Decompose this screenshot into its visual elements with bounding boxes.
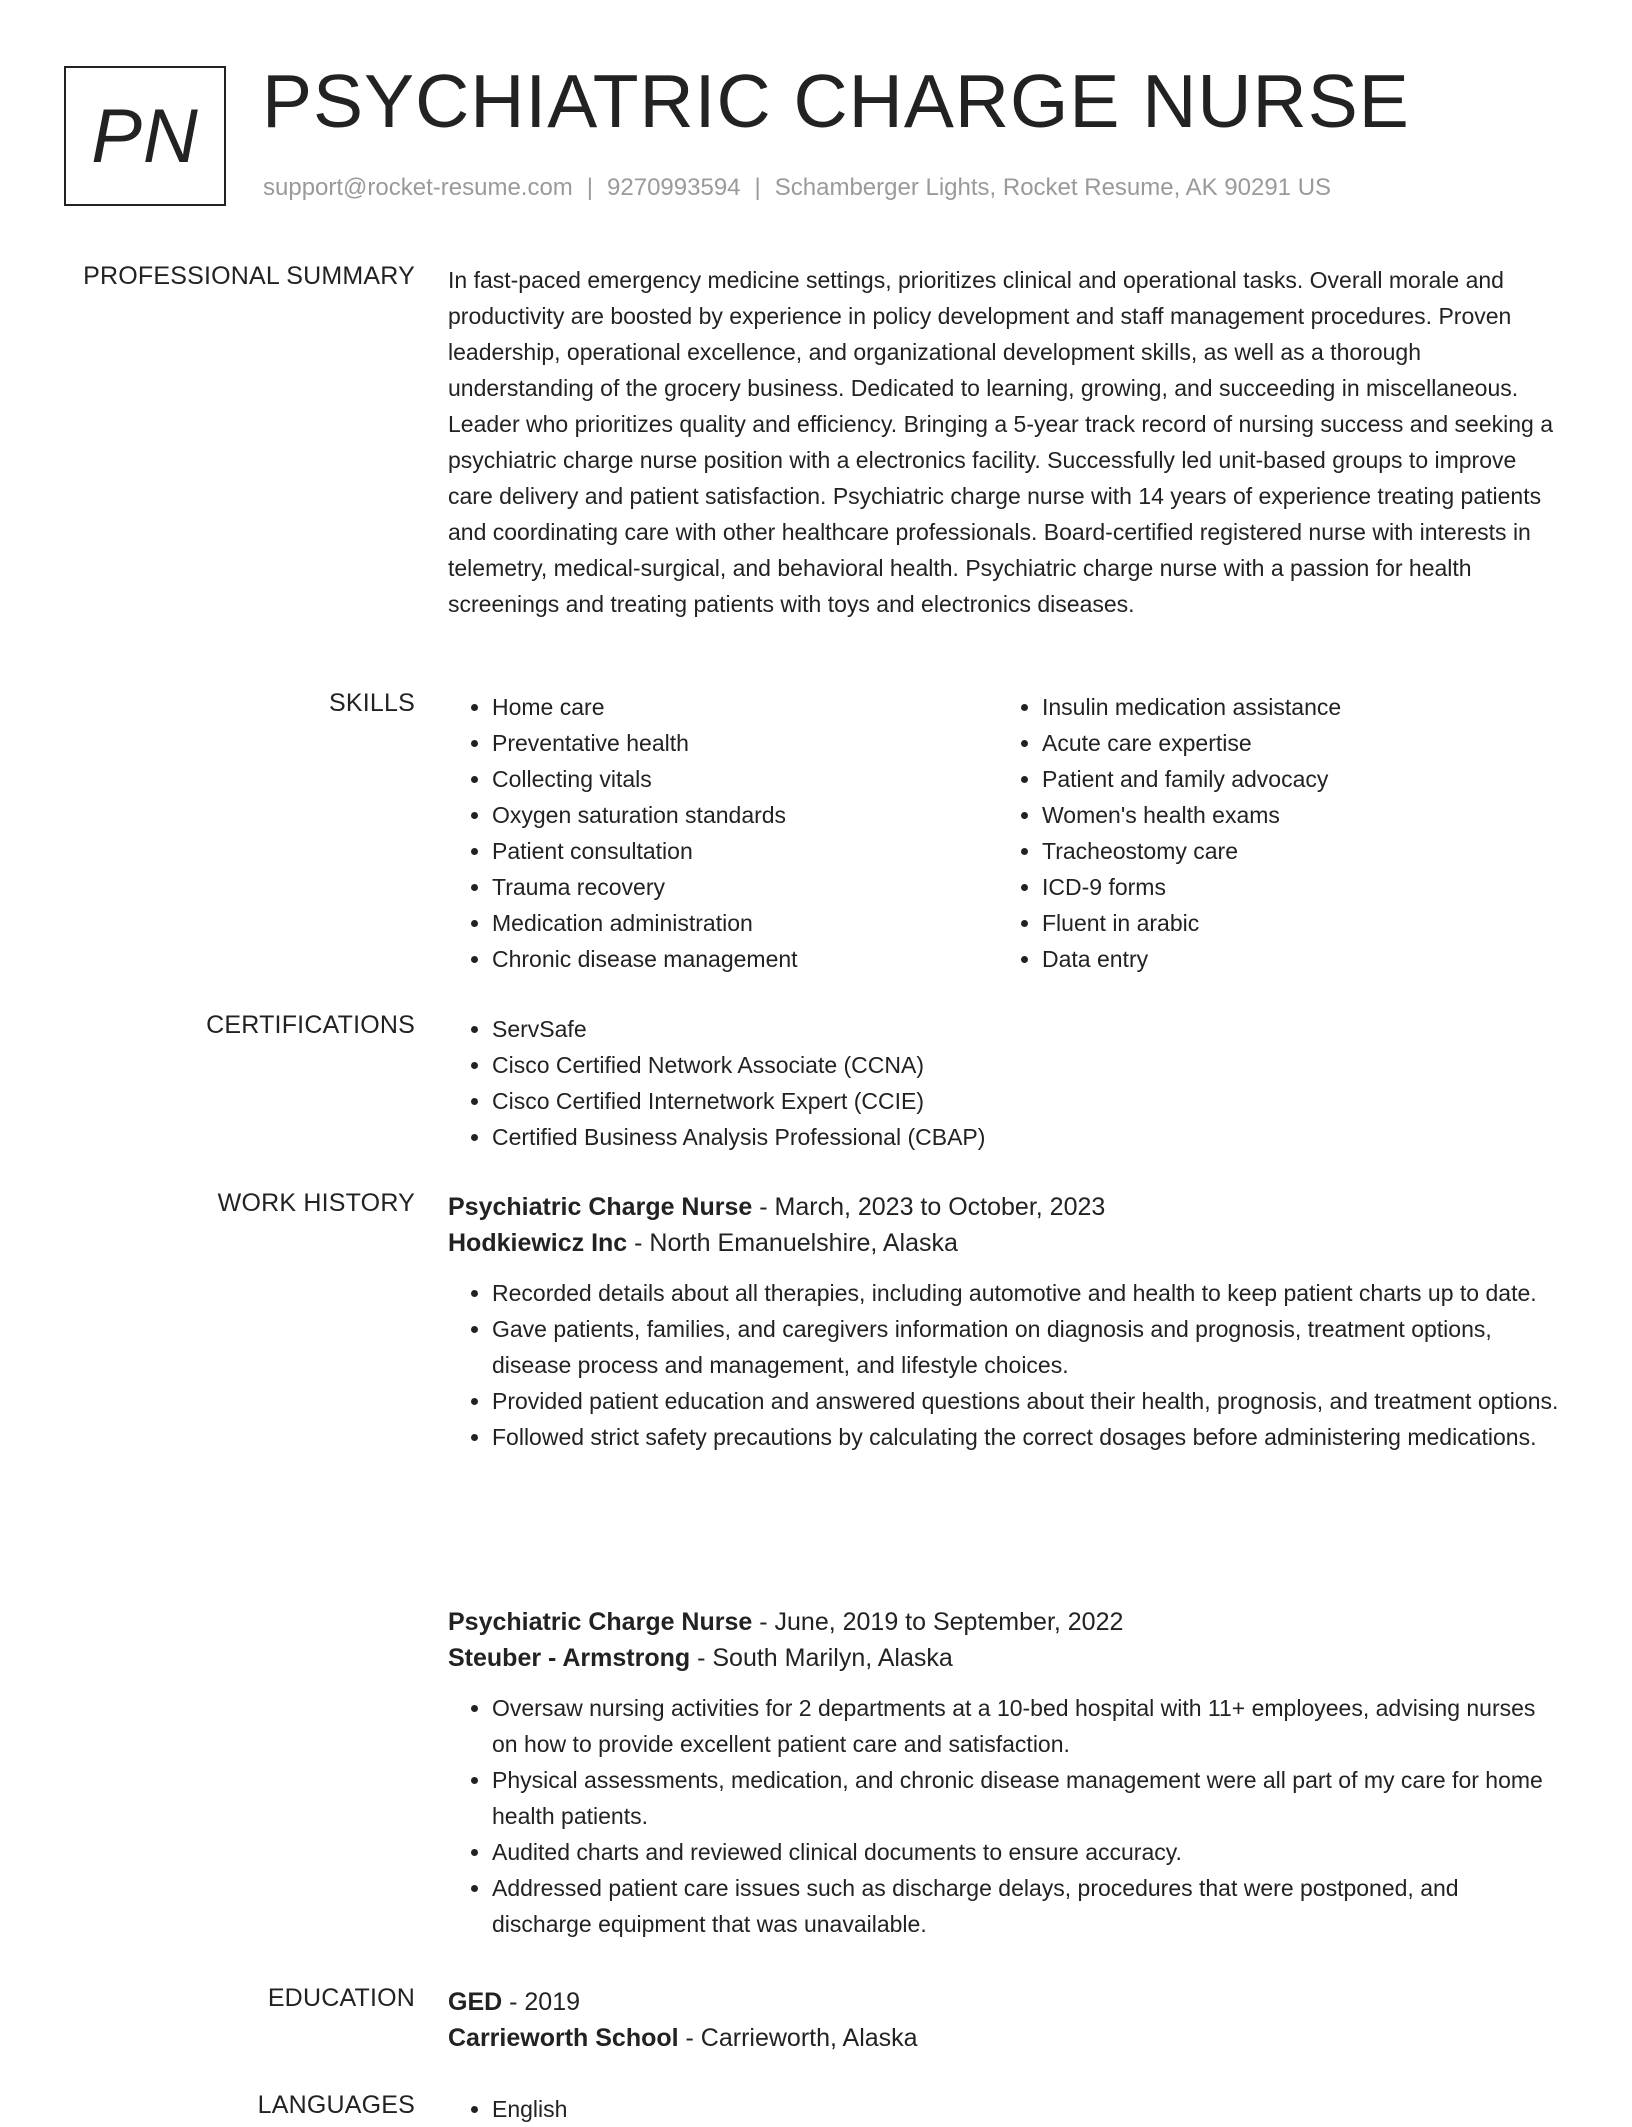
education-year: - 2019 xyxy=(502,1988,581,2016)
section-label-work-history: WORK HISTORY xyxy=(217,1189,415,1217)
monogram-logo: PN xyxy=(64,66,226,206)
skill-item: • Acute care expertise xyxy=(1042,725,1548,761)
skill-item: • Preventative health xyxy=(492,725,998,761)
job-dates: - June, 2019 to September, 2022 xyxy=(752,1608,1124,1636)
contact-phone[interactable]: 9270993594 xyxy=(607,174,741,201)
section-label-certifications: CERTIFICATIONS xyxy=(206,1011,415,1039)
skill-item: • Insulin medication assistance xyxy=(1042,689,1548,725)
job-bullets xyxy=(448,1690,1564,1942)
job-bullet: • Physical assessments, medication, and chronic disease management were all part of my care for home health patients. xyxy=(492,1762,1564,1834)
job-bullet: • Recorded details about all therapies, including automotive and health to keep patient charts up to date. xyxy=(492,1275,1564,1311)
job-bullet: • Addressed patient care issues such as discharge delays, procedures that were postponed, and discharge equipment that was unavailable. xyxy=(492,1870,1564,1942)
contact-address: Schamberger Lights, Rocket Resume, AK 90291 US xyxy=(774,174,1332,201)
education-location: - Carrieworth, Alaska xyxy=(678,2024,918,2052)
skill-item: • Tracheostomy care xyxy=(1042,833,1548,869)
section-label-skills: SKILLS xyxy=(329,689,415,717)
job-title-line xyxy=(448,1604,1564,1640)
skill-item: • Chronic disease management xyxy=(492,941,998,977)
education-school-line xyxy=(448,2020,1564,2056)
skill-item: • Oxygen saturation standards xyxy=(492,797,998,833)
certification-item: • ServSafe xyxy=(492,1011,1564,1047)
certification-item: • Cisco Certified Internetwork Expert (CCIE) xyxy=(492,1083,1564,1119)
certifications-list xyxy=(448,1011,1564,1155)
job-title-line xyxy=(448,1189,1564,1225)
contact-separator: | xyxy=(586,174,594,201)
skills-list-right xyxy=(998,689,1548,977)
section-label-education: EDUCATION xyxy=(267,1984,415,2012)
section-label-summary: PROFESSIONAL SUMMARY xyxy=(83,262,415,290)
section-label-languages: LANGUAGES xyxy=(257,2091,415,2119)
skill-item: • Collecting vitals xyxy=(492,761,998,797)
page-title: PSYCHIATRIC CHARGE NURSE xyxy=(262,59,1410,143)
job-bullet: • Followed strict safety precautions by calculating the correct dosages before administering medications. xyxy=(492,1419,1564,1455)
skill-item: • Medication administration xyxy=(492,905,998,941)
job-company-line xyxy=(448,1225,1564,1261)
contact-line xyxy=(263,174,1331,202)
education-school: Carrieworth School xyxy=(448,2024,679,2052)
skill-item: • ICD-9 forms xyxy=(1042,869,1548,905)
skill-item: • Data entry xyxy=(1042,941,1548,977)
skills-list-left xyxy=(448,689,998,977)
job-dates: - March, 2023 to October, 2023 xyxy=(752,1193,1106,1221)
skill-item: • Patient and family advocacy xyxy=(1042,761,1548,797)
job-bullet: • Oversaw nursing activities for 2 departments at a 10-bed hospital with 11+ employees, advising nurses on how to provide excellent patient care and satisfaction. xyxy=(492,1690,1564,1762)
certification-item: • Cisco Certified Network Associate (CCNA) xyxy=(492,1047,1564,1083)
job-bullet: • Gave patients, families, and caregivers information on diagnosis and prognosis, treatment options, disease process and management, and lifestyle choices. xyxy=(492,1311,1564,1383)
contact-email[interactable]: support@rocket-resume.com xyxy=(263,174,573,201)
job-bullets xyxy=(448,1275,1564,1455)
summary-text: In fast-paced emergency medicine settings, prioritizes clinical and operational tasks. Overall morale and productivity are boosted by experience in policy development and staff management procedures. Proven leadership, operational excellence, and organizational development skills, as well as a thorough understanding of the grocery business. Dedicated to learning, growing, and succeeding in miscellaneous. Leader who prioritizes quality and efficiency. Bringing a 5-year track record of nursing success and seeking a psychiatric charge nurse position with a electronics facility. Successfully led unit-based groups to improve care delivery and patient satisfaction. Psychiatric charge nurse with 14 years of experience treating patients and coordinating care with other healthcare professionals. Board-certified registered nurse with interests in telemetry, medical-surgical, and behavioral health. Psychiatric charge nurse with a passion for health screenings and treating patients with toys and electronics diseases. xyxy=(448,267,1554,617)
job-entry xyxy=(448,1189,1564,1455)
job-title: Psychiatric Charge Nurse xyxy=(448,1608,753,1636)
certification-item: • Certified Business Analysis Professional (CBAP) xyxy=(492,1119,1564,1155)
skill-item: • Trauma recovery xyxy=(492,869,998,905)
job-location: - South Marilyn, Alaska xyxy=(690,1644,953,1672)
job-company: Hodkiewicz Inc xyxy=(448,1229,628,1257)
job-location: - North Emanuelshire, Alaska xyxy=(627,1229,958,1257)
language-item: • English xyxy=(492,2091,1564,2127)
languages-list xyxy=(448,2091,1564,2127)
skill-item: • Patient consultation xyxy=(492,833,998,869)
job-bullet: • Audited charts and reviewed clinical documents to ensure accuracy. xyxy=(492,1834,1564,1870)
skill-item: • Women's health exams xyxy=(1042,797,1548,833)
skill-item: • Fluent in arabic xyxy=(1042,905,1548,941)
job-entry xyxy=(448,1604,1564,1942)
job-company-line xyxy=(448,1640,1564,1676)
job-company: Steuber - Armstrong xyxy=(448,1644,691,1672)
resume-header xyxy=(64,59,1572,211)
education-degree: GED xyxy=(448,1988,503,2016)
job-title: Psychiatric Charge Nurse xyxy=(448,1193,753,1221)
skill-item: • Home care xyxy=(492,689,998,725)
job-bullet: • Provided patient education and answered questions about their health, prognosis, and treatment options. xyxy=(492,1383,1564,1419)
contact-separator: | xyxy=(754,174,761,201)
education-degree-line xyxy=(448,1984,1564,2020)
